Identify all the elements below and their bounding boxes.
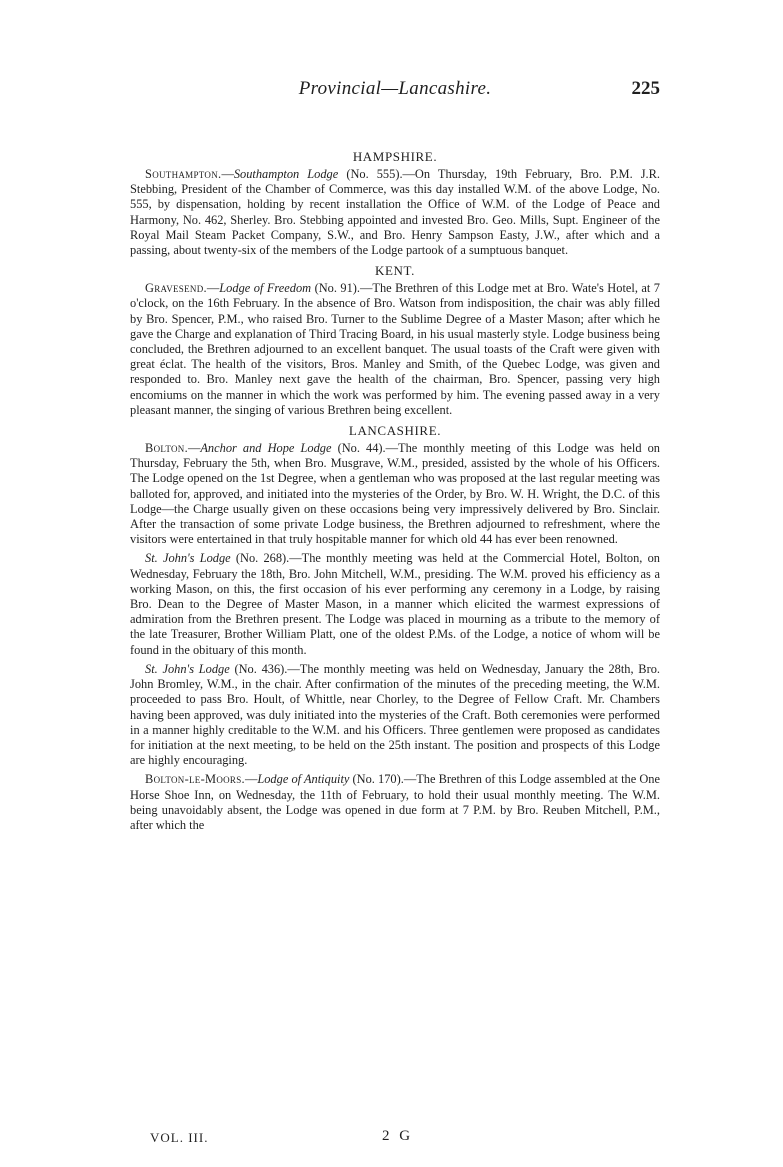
paragraph-bolton-anchor-hope [130,441,660,547]
paragraph-gravesend [130,281,660,418]
dash: — [221,167,234,181]
lodge-name: Lodge of Antiquity [257,772,350,787]
place-name: Bolton. [145,441,188,456]
signature-mark: 2 G [382,1128,414,1144]
paragraph-text: (No. 436).—The monthly meeting was held on Wednesday, January the 28th, Bro. John Bromley, W.M., in the chair. After confirmation of the minutes of the preceding meeting, the W.M. proceeded to pass Bro. Hoult, of Whittle, near Chorley, to the Degree of Fellow Craft. Mr. Chambers having been approved, was duly initiated into the mysteries of the Craft. Both ceremonies were performed in a manner highly creditable to the W.M. and his Officers. Three gentlemen were proposed as candidates for initiation at the next meeting, to be held on the 25th instant. The position and prospects of this Lodge are highly encouraging. [130,661,660,768]
paragraph-text: (No. 555).—On Thursday, 19th February, Bro. P.M. J.R. Stebbing, President of the Chamber of Commerce, was this day installed W.M. of the above Lodge, No. 555, by dispensation, holding by recent installation the Office of W.M. of the Lodge of Peace and Harmony, No. 462, Sherley. Bro. Stebbing appointed and invested Bro. Geo. Mills, Supt. Engineer of the Royal Mail Steam Packet Company, S.W., and Bro. Henry Sampson Easty, J.W., after which and a passing, about twenty-six of the members of the Lodge partook of a sumptuous banquet. [130,167,660,258]
paragraph-southampton [130,167,660,258]
volume-label: VOL. III. [150,1130,209,1145]
paragraph-text: (No. 44).—The monthly meeting of this Lodge was held on Thursday, February the 5th, when Bro. Musgrave, W.M., presided, assisted by the whole of his Officers. The Lodge opened on the 1st Degree, when a gentleman who was proposed at the last regular meeting was balloted for, approved, and initiated into the mysteries of the Order, by Bro. W. H. Wright, the D.C. of this Lodge—the Charge usually given on these occasions being very impressively delivered by Bro. Sinclair. After the transaction of some private Lodge business, the Brethren adjourned to refreshment, where the visitors were entertained in that truly hospitable manner for which old 44 has ever been renowned. [130,441,661,547]
dash: — [187,441,201,456]
lodge-name: Anchor and Hope Lodge [200,441,332,456]
page-number: 225 [631,78,660,99]
running-title: Provincial—Lancashire. [298,78,492,99]
paragraph-bolton-le-moors [130,772,660,833]
section-heading-hampshire: HAMPSHIRE. [352,149,438,164]
paragraph-st-johns-268 [130,551,660,657]
lodge-name: Southampton Lodge [233,167,339,181]
paragraph-text: (No. 170).—The Brethren of this Lodge assembled at the One Horse Shoe Inn, on Wednesday, the 11th of February, to hold their usual monthly meeting. The W.M. being unavoidably absent, the Lodge was opened in due form at 7 P.M. by Bro. Reuben Mitchell, P.M., after which the [130,772,660,832]
paragraph-st-johns-436 [130,662,660,768]
section-heading-kent: KENT. [375,263,415,279]
lodge-name: St. John's Lodge [145,661,230,676]
dash: — [244,772,258,787]
lodge-name: Lodge of Freedom [219,281,312,296]
dash: — [206,281,220,296]
place-name: Bolton-le-Moors. [145,772,245,787]
page-footer [150,1128,530,1167]
section-heading-lancashire: LANCASHIRE. [348,423,442,439]
place-name: Gravesend. [145,281,207,296]
paragraph-text: (No. 268).—The monthly meeting was held at the Commercial Hotel, Bolton, on Wednesday, February the 18th, Bro. John Mitchell, W.M., presiding. The W.M. proved his efficiency as a working Mason, on this, the first occasion of his ever performing any ceremony in a Lodge, by raising Bro. Dean to the Degree of Master Mason, in a manner which elicited the warmest expressions of admiration from the Brethren present. The Lodge was placed in mourning as a tribute to the memory of the late Treasurer, Brother William Platt, one of the oldest P.Ms. of the Lodge, a notice of whom will be found in the obituary of this month. [130,551,660,657]
running-head [130,78,660,104]
body-text [130,148,660,837]
paragraph-text: (No. 91).—The Brethren of this Lodge met at Bro. Wate's Hotel, at 7 o'clock, on the 16th February. In the absence of Bro. Watson from indisposition, the chair was ably filled by Bro. Spencer, P.M., who raised Bro. Turner to the Sublime Degree of a Master Mason; after which he gave the Charge and explanation of Third Tracing Board, in his usual masterly style. Lodge business being concluded, the Brethren adjourned to an excellent banquet. The usual toasts of the Craft were given with great éclat. The health of the visitors, Bros. Manley and Smith, of the Quebec Lodge, was given and responded to. Bro. Manley next gave the health of the chairman, Bro. Spencer, passing very high encomiums on the manner in which the work was performed by him. The evening passed away in a very pleasant manner, the singing of various Brethren being excellent. [130,281,661,417]
place-name: Southampton. [145,167,222,181]
lodge-name: St. John's Lodge [145,551,231,566]
